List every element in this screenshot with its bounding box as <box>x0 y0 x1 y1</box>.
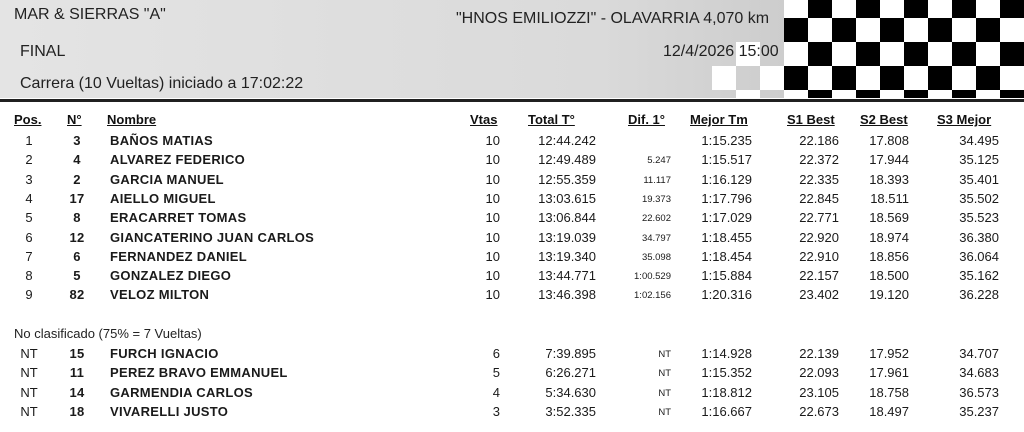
cell-total: 5:34.630 <box>545 384 596 400</box>
cell-best: 1:17.029 <box>701 210 752 226</box>
cell-name: BAÑOS MATIAS <box>110 133 214 148</box>
cell-s3: 35.523 <box>959 210 999 226</box>
col-best-lap: Mejor Tm <box>690 112 748 127</box>
cell-name: GIANCATERINO JUAN CARLOS <box>110 229 315 245</box>
cell-s3: 35.502 <box>959 190 999 206</box>
cell-s3: 36.380 <box>959 229 999 245</box>
col-s2: S2 Best <box>860 112 908 127</box>
cell-laps: 4 <box>492 384 500 400</box>
col-name: Nombre <box>107 112 157 127</box>
cell-s3: 35.237 <box>959 403 999 419</box>
cell-s1: 22.920 <box>799 229 839 245</box>
cell-diff: NT <box>658 387 671 399</box>
cell-s1: 22.771 <box>799 210 839 226</box>
cell-laps: 10 <box>485 268 500 284</box>
cell-best: 1:18.455 <box>701 229 752 245</box>
cell-s1: 22.372 <box>799 152 839 168</box>
cell-laps: 10 <box>485 229 500 245</box>
session-name: FINAL <box>20 43 66 60</box>
cell-laps: 5 <box>492 365 500 381</box>
cell-diff: 11.117 <box>643 174 671 186</box>
cell-best: 1:16.667 <box>701 403 752 419</box>
cell-s2: 18.974 <box>869 229 909 245</box>
table-row <box>0 404 1024 423</box>
cell-s1: 22.093 <box>799 365 839 381</box>
cell-best: 1:15.352 <box>701 365 752 381</box>
cell-name: GONZALEZ DIEGO <box>110 268 232 284</box>
cell-s3: 35.162 <box>959 268 999 284</box>
cell-s3: 35.401 <box>959 171 999 187</box>
cell-num: 6 <box>73 248 81 264</box>
cell-pos: NT <box>20 384 38 400</box>
cell-name: GARCIA MANUEL <box>110 171 224 187</box>
cell-pos: NT <box>20 346 38 361</box>
table-row <box>0 230 1024 249</box>
cell-diff: NT <box>658 406 671 418</box>
cell-s3: 34.707 <box>959 346 999 361</box>
cell-pos: 4 <box>25 190 33 206</box>
col-s3: S3 Mejor <box>937 112 992 127</box>
cell-name: FURCH IGNACIO <box>110 346 219 361</box>
table-row <box>0 133 1024 152</box>
cell-s1: 22.673 <box>799 403 839 419</box>
table-row <box>0 268 1024 287</box>
col-s1: S1 Best <box>787 112 835 127</box>
table-row <box>0 249 1024 268</box>
cell-diff: 1:02.156 <box>634 290 671 302</box>
cell-s2: 17.808 <box>869 133 909 148</box>
cell-diff: 19.373 <box>641 193 671 205</box>
cell-name: FERNANDEZ DANIEL <box>110 248 247 264</box>
col-laps: Vtas <box>470 112 498 127</box>
col-pos: Pos. <box>14 112 42 127</box>
cell-laps: 10 <box>485 171 500 187</box>
cell-laps: 10 <box>485 190 500 206</box>
cell-name: GARMENDIA CARLOS <box>110 384 253 400</box>
cell-diff: NT <box>658 368 671 380</box>
cell-total: 6:26.271 <box>545 365 596 381</box>
cell-best: 1:18.812 <box>701 384 752 400</box>
cell-pos: 9 <box>25 287 33 303</box>
cell-s3: 36.228 <box>959 287 999 303</box>
cell-s2: 18.497 <box>869 403 909 419</box>
results-header <box>0 0 1024 98</box>
cell-pos: 2 <box>25 152 33 168</box>
cell-s1: 22.910 <box>799 248 839 264</box>
cell-best: 1:17.796 <box>701 190 752 206</box>
cell-s1: 22.157 <box>799 268 839 284</box>
cell-s3: 34.683 <box>959 365 999 381</box>
cell-num: 17 <box>69 190 85 206</box>
cell-num: 15 <box>69 346 85 361</box>
cell-laps: 3 <box>492 403 500 419</box>
header-divider <box>0 99 1024 102</box>
cell-s2: 18.569 <box>869 210 909 226</box>
cell-laps: 6 <box>492 346 500 361</box>
table-row <box>0 385 1024 404</box>
cell-s1: 23.402 <box>799 287 839 303</box>
cell-laps: 10 <box>485 152 500 168</box>
race-info: Carrera (10 Vueltas) iniciado a 17:02:22 <box>20 75 304 92</box>
cell-total: 13:44.771 <box>538 268 596 284</box>
table-row <box>0 365 1024 384</box>
col-number: N° <box>67 112 82 127</box>
cell-num: 82 <box>69 287 85 303</box>
cell-s1: 22.845 <box>799 190 839 206</box>
table-row <box>0 152 1024 171</box>
cell-diff: NT <box>658 349 671 360</box>
cell-total: 12:44.242 <box>538 133 596 148</box>
cell-best: 1:15.235 <box>701 133 752 148</box>
cell-name: VELOZ MILTON <box>110 287 210 303</box>
cell-s3: 36.064 <box>959 248 999 264</box>
cell-s2: 18.856 <box>869 248 909 264</box>
cell-s2: 17.944 <box>869 152 909 168</box>
cell-pos: 1 <box>25 133 33 148</box>
col-diff: Dif. 1° <box>628 112 665 127</box>
table-row <box>0 210 1024 229</box>
cell-num: 5 <box>73 268 81 284</box>
race-datetime: 12/4/2026 15:00 <box>663 43 779 60</box>
cell-num: 4 <box>73 152 81 168</box>
cell-pos: NT <box>20 403 38 419</box>
cell-best: 1:16.129 <box>701 171 752 187</box>
cell-laps: 10 <box>485 248 500 264</box>
cell-best: 1:15.517 <box>701 152 752 168</box>
cell-best: 1:15.884 <box>701 268 752 284</box>
cell-name: VIVARELLI JUSTO <box>110 403 229 419</box>
cell-num: 3 <box>73 133 81 148</box>
cell-num: 14 <box>69 384 85 400</box>
cell-num: 11 <box>69 365 85 381</box>
cell-laps: 10 <box>485 210 500 226</box>
table-row <box>0 287 1024 306</box>
cell-pos: 5 <box>25 210 33 226</box>
cell-num: 2 <box>73 171 81 187</box>
cell-diff: 5.247 <box>647 155 671 167</box>
table-row <box>0 191 1024 210</box>
table-row <box>0 346 1024 365</box>
cell-pos: 7 <box>25 248 33 264</box>
cell-laps: 10 <box>485 287 500 303</box>
cell-pos: 8 <box>25 268 33 284</box>
cell-name: ALVAREZ FEDERICO <box>110 152 246 168</box>
cell-laps: 10 <box>485 133 500 148</box>
cell-num: 8 <box>73 210 81 226</box>
col-total: Total T° <box>528 112 575 127</box>
cell-s1: 22.335 <box>799 171 839 187</box>
cell-pos: 3 <box>25 171 33 187</box>
championship-title: MAR & SIERRAS "A" <box>14 6 166 23</box>
cell-diff: 22.602 <box>641 213 671 225</box>
cell-s2: 17.961 <box>869 365 909 381</box>
cell-s2: 18.500 <box>869 268 909 284</box>
cell-pos: 6 <box>25 229 33 245</box>
cell-s2: 19.120 <box>869 287 909 303</box>
cell-total: 13:46.398 <box>538 287 596 303</box>
cell-total: 12:55.359 <box>538 171 596 187</box>
cell-s2: 18.393 <box>869 171 909 187</box>
cell-s1: 22.186 <box>799 133 839 148</box>
cell-s2: 18.511 <box>870 190 909 206</box>
cell-pos: NT <box>20 365 38 381</box>
cell-total: 7:39.895 <box>545 346 596 361</box>
cell-total: 13:06.844 <box>538 210 596 226</box>
cell-num: 18 <box>69 403 85 419</box>
circuit-name: "HNOS EMILIOZZI" - OLAVARRIA 4,070 km <box>456 10 770 27</box>
cell-s3: 34.495 <box>959 133 999 148</box>
cell-s1: 23.105 <box>799 384 839 400</box>
cell-best: 1:20.316 <box>701 287 752 303</box>
cell-total: 3:52.335 <box>545 403 596 419</box>
table-row <box>0 172 1024 191</box>
cell-total: 13:19.340 <box>538 248 596 264</box>
cell-s3: 35.125 <box>959 152 999 168</box>
cell-total: 13:03.615 <box>538 190 596 206</box>
cell-diff: 34.797 <box>641 232 671 244</box>
cell-s1: 22.139 <box>799 346 839 361</box>
cell-name: AIELLO MIGUEL <box>110 190 216 206</box>
cell-best: 1:14.928 <box>701 346 752 361</box>
cell-name: ERACARRET TOMAS <box>110 210 247 226</box>
cell-num: 12 <box>69 229 85 245</box>
cell-name: PEREZ BRAVO EMMANUEL <box>110 365 288 381</box>
cell-total: 12:49.489 <box>538 152 596 168</box>
cell-s2: 17.952 <box>869 346 909 361</box>
cell-best: 1:18.454 <box>701 248 752 264</box>
cell-diff: 1:00.529 <box>634 271 671 283</box>
cell-diff: 35.098 <box>641 251 671 263</box>
cell-s3: 36.573 <box>959 384 999 400</box>
cell-s2: 18.758 <box>869 384 909 400</box>
not-classified-label: No clasificado (75% = 7 Vueltas) <box>14 326 202 341</box>
cell-total: 13:19.039 <box>538 229 596 245</box>
